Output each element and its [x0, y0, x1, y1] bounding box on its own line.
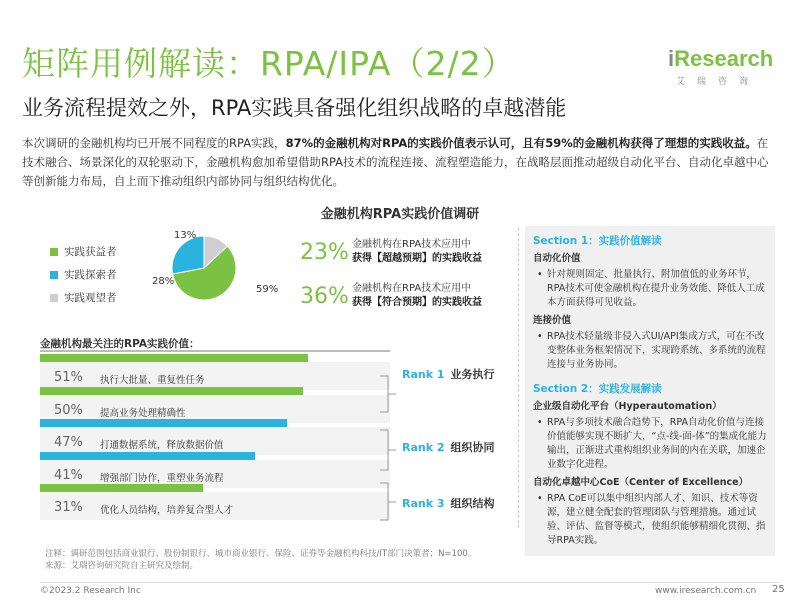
page-number: 25: [772, 584, 785, 595]
legend-item: [50, 263, 117, 286]
bar-percent: 31%: [54, 500, 83, 515]
bar-percent: 47%: [54, 435, 83, 450]
intro-paragraph: 本次调研的金融机构均已开展不同程度的RPA实践，87%的金融机构对RPA的实践价值表示认可，且有59%的金融机构获得了理想的实践收益。在技术融合、场景深化的双轮驱动下，金融机构愈加希望借助RPA技术的流程连接、流程塑造能力，在战略层面推动超级自动化平台、自动化卓越中心等创新能力布局，自上而下推动组织内部协同与组织结构优化。: [22, 136, 769, 188]
bar-fill: [40, 354, 308, 362]
page-title: 矩阵用例解读：RPA/IPA（2/2）: [22, 44, 516, 83]
bar-percent: 41%: [54, 467, 83, 483]
section-title: 金融机构RPA实践价值调研: [320, 207, 480, 222]
legend-swatch: [50, 294, 58, 302]
footer-copyright: ©2023.2 Research Inc: [40, 586, 141, 596]
footer-divider: [40, 582, 780, 583]
footnote-source: 来源：艾瑞咨询研究院自主研究及绘制。: [45, 561, 199, 571]
bar-percent: 50%: [54, 402, 83, 418]
iresearch-logo: [660, 40, 780, 92]
bar-row: [40, 450, 390, 483]
footnote-note: 注释：调研范围包括商业银行、股份制银行、城市商业银行、保险、证券等金融机构科技/IT部门决策者；N=100。: [45, 549, 477, 559]
section2-sub2: 自动化卓越中心CoE（Center of Excellence）: [533, 477, 749, 488]
legend-item: [50, 240, 117, 263]
bars-title: 金融机构最关注的RPA实践价值：: [40, 338, 200, 350]
pie-slice: [172, 236, 204, 274]
stat-text: 金融机构在RPA技术应用中 获得【符合预期】的实践收益: [352, 283, 482, 308]
legend-label: 实践观望者: [64, 292, 117, 304]
stat-percent: 23%: [300, 239, 349, 265]
bar-percent: 51%: [54, 370, 83, 385]
section1-sub2: 连接价值: [533, 315, 572, 326]
footnote: [45, 548, 476, 572]
bar-label: 增强部门协作，重塑业务流程: [100, 472, 224, 484]
stat-row: [300, 282, 552, 310]
legend-swatch: [50, 271, 58, 279]
rank-text: 组织结构: [450, 497, 495, 510]
bar-fill: [40, 452, 255, 460]
rank-number: Rank 1: [402, 368, 445, 381]
stat-text: 金融机构在RPA技术应用中 获得【超越预期】的实践收益: [352, 239, 482, 264]
page-subtitle: 业务流程提效之外，RPA实践具备强化组织战略的卓越潜能: [22, 96, 567, 120]
bar-row: [40, 385, 390, 418]
section1-heading: Section 1：实践价值解读: [533, 235, 662, 247]
legend-label: 实践获益者: [64, 246, 117, 258]
interpretation-panel: [525, 226, 775, 556]
section2-bullet1: • RPA与多项技术融合趋势下，RPA自动化价值与连接价值能够实现不断扩大，“点-线-面-体”的集成化能力输出，正渐进式重构组织业务间的内在关联，加速企业数字化进程。: [533, 416, 767, 472]
section2-heading: Section 2：实践发展解读: [533, 383, 662, 395]
legend-swatch: [50, 248, 58, 256]
logo-tagline: 艾瑞咨询: [676, 77, 761, 87]
pie-label: 59%: [256, 284, 279, 295]
rank-item: [402, 366, 495, 382]
bar-label: 提高业务处理精确性: [100, 407, 186, 419]
pie-label: 13%: [174, 230, 197, 241]
vertical-divider: [518, 228, 519, 528]
bar-fill: [40, 484, 203, 492]
bar-label: 打通数据系统，释放数据价值: [100, 440, 224, 451]
section2-sub1: 企业级自动化平台（Hyperautomation）: [533, 401, 722, 412]
bar-label: 优化人员结构，培养复合型人才: [100, 505, 234, 516]
logo-wordmark: iResearch: [668, 46, 774, 71]
section2-bullet2: • RPA CoE可以集中组织内部人才、知识、技术等资源，建立健全配套的管理团队与管理措施。通过试验、评估、监督等模式，使组织能够精细化贯彻、指导RPA实践。: [533, 492, 767, 548]
rank-bracket: [380, 368, 396, 528]
bar-fill: [40, 387, 303, 395]
footer-website: www.iresearch.com.cn: [655, 586, 757, 596]
bar-fill: [40, 419, 287, 427]
pie-chart: [152, 224, 280, 314]
bar-row: [40, 352, 390, 385]
section1-sub1: 自动化价值: [533, 253, 581, 264]
bar-label: 执行大批量、重复性任务: [100, 375, 205, 386]
rank-item: [402, 495, 495, 511]
legend-label: 实践探索者: [64, 269, 117, 281]
pie-legend: [50, 240, 117, 309]
stat-row: [300, 238, 552, 266]
rank-text: 业务执行: [450, 368, 495, 381]
bar-row: [40, 417, 390, 450]
rank-number: Rank 2: [402, 441, 445, 454]
rank-text: 组织协同: [450, 441, 495, 454]
pie-label: 28%: [152, 276, 175, 287]
section1-bullet1: • 针对规则固定、批量执行、附加值低的业务环节，RPA技术可使金融机构在提升业务效能、降低人工成本方面获得可见收益。: [533, 268, 767, 310]
legend-item: [50, 286, 117, 309]
section1-bullet2: • RPA技术轻量级非侵入式UI/API集成方式，可在不改变整体业务框架情况下，实现跨系统、多系统的流程连接与业务协同。: [533, 330, 767, 372]
bar-row: [40, 482, 390, 515]
rank-number: Rank 3: [402, 497, 445, 510]
stat-percent: 36%: [300, 283, 349, 309]
rank-item: [402, 439, 495, 455]
